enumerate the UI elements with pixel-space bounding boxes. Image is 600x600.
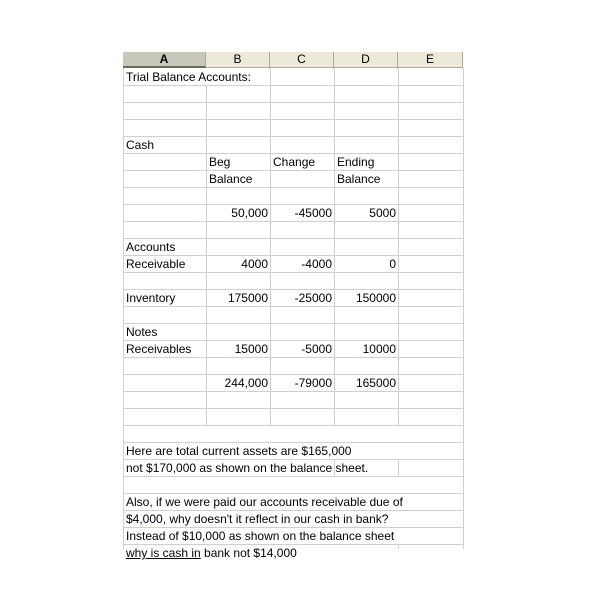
total-ending-value[interactable]: 165000 xyxy=(355,376,396,390)
ar-beg-value[interactable]: 4000 xyxy=(241,257,268,271)
note-line-6-underlined: why is cash in xyxy=(126,546,201,560)
ar-ending-value[interactable]: 0 xyxy=(389,257,396,271)
ar-label-line1: Accounts xyxy=(126,240,176,254)
inventory-ending-value[interactable]: 150000 xyxy=(355,291,396,305)
column-header-e[interactable]: E xyxy=(398,52,463,68)
cash-beg-value[interactable]: 50,000 xyxy=(231,206,268,220)
cash-change-value[interactable]: -45000 xyxy=(294,206,332,220)
column-header-row xyxy=(123,52,476,68)
change-header: Change xyxy=(273,155,316,169)
notes-label-line1: Notes xyxy=(126,325,158,339)
ending-balance-header-line2: Balance xyxy=(337,172,381,186)
spreadsheet[interactable] xyxy=(123,52,476,560)
note-line-2[interactable]: not $170,000 as shown on the balance sheet. xyxy=(126,461,369,475)
notes-ending-value[interactable]: 10000 xyxy=(362,342,396,356)
total-beg-value[interactable]: 244,000 xyxy=(224,376,268,390)
note-line-1[interactable]: Here are total current assets are $165,000 xyxy=(126,444,352,458)
cash-ending-value[interactable]: 5000 xyxy=(369,206,396,220)
total-change-value[interactable]: -79000 xyxy=(294,376,332,390)
inventory-label: Inventory xyxy=(126,291,176,305)
column-header-c[interactable]: C xyxy=(270,52,334,68)
notes-beg-value[interactable]: 15000 xyxy=(234,342,268,356)
note-line-6[interactable] xyxy=(126,546,297,560)
note-line-3[interactable]: Also, if we were paid our accounts receivable due of xyxy=(126,495,403,509)
column-header-b[interactable]: B xyxy=(206,52,270,68)
beg-balance-header-line2: Balance xyxy=(209,172,253,186)
ending-balance-header-line1: Ending xyxy=(337,155,375,169)
notes-label-line2: Receivables xyxy=(126,342,192,356)
note-line-4[interactable]: $4,000, why doesn't it reflect in our cash in bank? xyxy=(126,512,389,526)
cell-grid[interactable] xyxy=(123,68,476,560)
beg-balance-header-line1: Beg xyxy=(209,155,231,169)
column-header-a[interactable]: A xyxy=(123,52,206,68)
note-line-5[interactable]: Instead of $10,000 as shown on the balance sheet xyxy=(126,529,395,543)
notes-change-value[interactable]: -5000 xyxy=(301,342,332,356)
ar-change-value[interactable]: -4000 xyxy=(301,257,332,271)
ar-label-line2: Receivable xyxy=(126,257,186,271)
cash-section-label: Cash xyxy=(126,138,155,152)
inventory-change-value[interactable]: -25000 xyxy=(294,291,332,305)
sheet-title: Trial Balance Accounts: xyxy=(126,70,251,84)
inventory-beg-value[interactable]: 175000 xyxy=(227,291,268,305)
column-header-d[interactable]: D xyxy=(334,52,398,68)
note-line-6-rest: bank not $14,000 xyxy=(200,546,297,560)
